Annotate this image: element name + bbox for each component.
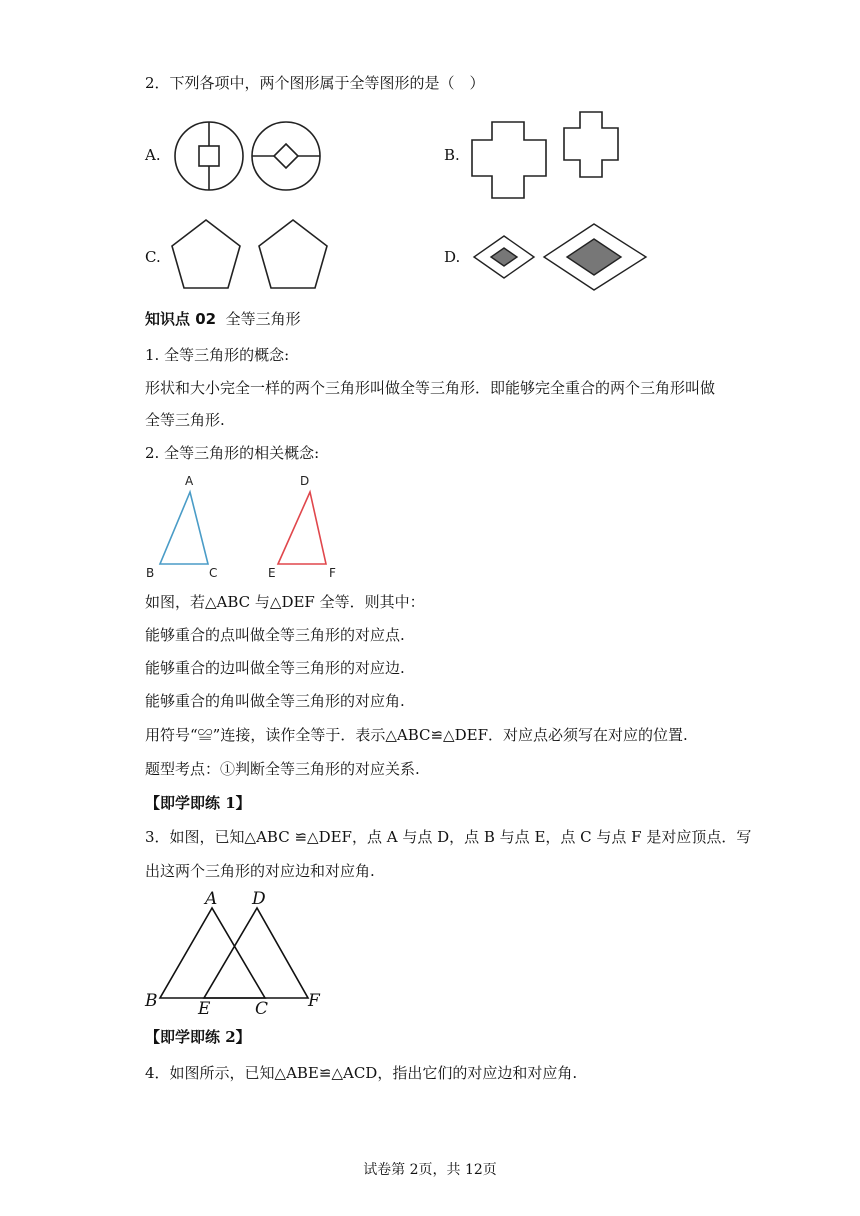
- section-heading-title: 全等三角形: [225, 310, 301, 328]
- option-a-label: A.: [145, 146, 161, 164]
- label-f: F: [329, 566, 336, 580]
- label-d: D: [300, 474, 310, 488]
- question-2-text: 2．下列各项中，两个图形属于全等图形的是（ ）: [145, 74, 485, 92]
- option-b-label: B.: [444, 146, 460, 164]
- definition-line-1: 形状和大小完全一样的两个三角形叫做全等三角形．即能够完全重合的两个三角形叫做: [145, 379, 716, 397]
- label-b: B: [146, 566, 155, 580]
- option-d-figure: [470, 220, 660, 300]
- label-a: A: [185, 474, 194, 488]
- label-e: E: [268, 566, 276, 580]
- triangle-def: [278, 492, 326, 564]
- overlapping-triangles-figure: [142, 888, 342, 1018]
- paragraph-sides: 能够重合的边叫做全等三角形的对应边.: [145, 659, 405, 677]
- page-footer: 试卷第 2页，共 12页: [363, 1162, 497, 1178]
- fig3-label-e: E: [198, 999, 211, 1018]
- question-3-line-2: 出这两个三角形的对应边和对应角.: [145, 862, 375, 880]
- fig3-label-c: C: [255, 999, 269, 1018]
- label-c: C: [209, 566, 218, 580]
- option-b-figure: [470, 110, 650, 200]
- paragraph-if: 如图，若△ABC 与△DEF 全等．则其中：: [145, 593, 425, 611]
- subheading-related: 2. 全等三角形的相关概念:: [145, 444, 320, 462]
- fig3-label-a: A: [205, 889, 218, 909]
- option-a-figure: [168, 118, 328, 208]
- question-3-line-1: 3．如图，已知△ABC ≌△DEF，点 A 与点 D，点 B 与点 E，点 C 与点 F 是对应顶点．写: [145, 828, 752, 846]
- fig3-label-f: F: [308, 991, 320, 1011]
- subheading-concept: 1. 全等三角形的概念:: [145, 346, 290, 364]
- paragraph-exam-point: 题型考点：①判断全等三角形的对应关系.: [145, 760, 420, 778]
- paragraph-points: 能够重合的点叫做全等三角形的对应点.: [145, 626, 405, 644]
- paragraph-symbol: 用符号“≌”连接，读作全等于．表示△ABC≌△DEF．对应点必须写在对应的位置.: [145, 726, 688, 744]
- option-c-label: C.: [145, 248, 161, 266]
- triangles-abc-def-figure: [142, 472, 362, 582]
- definition-line-2: 全等三角形.: [145, 411, 225, 429]
- fig3-label-d: D: [252, 889, 266, 909]
- question-4-text: 4．如图所示，已知△ABE≌△ACD，指出它们的对应边和对应角.: [145, 1064, 578, 1082]
- practice-1-title: 【即学即练 1】: [145, 794, 251, 812]
- practice-2-title: 【即学即练 2】: [145, 1028, 251, 1046]
- section-heading-number: 知识点 02: [145, 310, 217, 328]
- triangle-abc: [160, 492, 208, 564]
- option-d-label: D.: [444, 248, 461, 266]
- section-heading: [145, 309, 301, 329]
- fig3-label-b: B: [145, 991, 158, 1011]
- paragraph-angles: 能够重合的角叫做全等三角形的对应角.: [145, 692, 405, 710]
- option-c-figure: [168, 215, 338, 295]
